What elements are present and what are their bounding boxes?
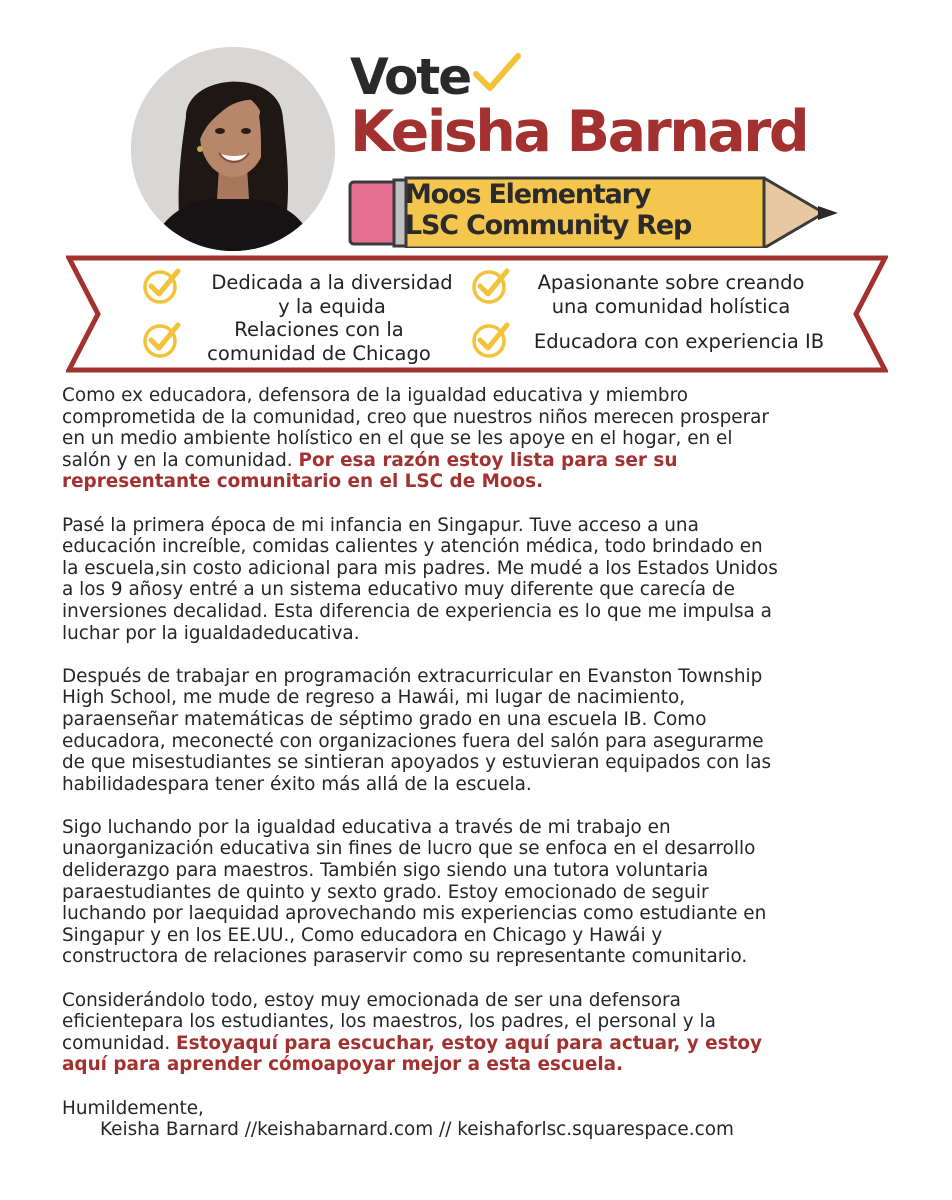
text-line (62, 450, 898, 472)
feature-line: una comunidad holística (551, 295, 791, 318)
text-line: unaorganización educativa sin fines de lucro que se enfoca en el desarrollo (62, 838, 756, 860)
highlight-text: Por esa razón estoy lista para ser su (298, 449, 678, 471)
text-line: la escuela,sin costo adicional para mis padres. Me mudé a los Estados Unidos (62, 557, 778, 579)
signature: Keisha Barnard //keishabarnard.com // keishaforlsc.squarespace.com (100, 1119, 734, 1141)
text-line: educadora, meconecté con organizaciones fuera del salón para asegurarme (62, 730, 764, 752)
feature-line: Relaciones con la (234, 318, 404, 341)
text-line: Como ex educadora, defensora de la igualdad educativa y miembro (62, 385, 688, 406)
portrait-illustration (131, 47, 335, 251)
text-line: en un medio ambiente holístico en el que se les apoye en el hogar, en el (62, 428, 733, 450)
feature-chicago (190, 318, 448, 366)
paragraph-singapore (62, 515, 898, 645)
circled-check-icon (141, 266, 181, 306)
text-line: paraestudiantes de quinto y sexto grado. Estoy emocionado de seguir (62, 881, 709, 903)
pencil-label (405, 179, 765, 241)
text-line: comprometida de la comunidad, creo que nuestros niños merecen prosperar (62, 406, 769, 428)
letter-body (62, 385, 898, 1162)
text-line: luchando por laequidad aprovechando mis experiencias como estudiante en (62, 903, 767, 925)
text-line: Singapur y en los EE.UU., Como educadora en Chicago y Hawái y (62, 924, 663, 946)
feature-line: Educadora con experiencia IB (533, 330, 825, 353)
text-line: educación increíble, comidas calientes y atención médica, todo brindado en (62, 536, 763, 558)
feature-ib (518, 330, 840, 354)
text-line: Considerándolo todo, estoy muy emocionada de ser una defensora (62, 989, 681, 1011)
text-line: Pasé la primera época de mi infancia en Singapur. Tuve acceso a una (62, 514, 699, 536)
text-line: a los 9 añosy entré a un sistema educativo muy diferente que carecía de (62, 579, 735, 601)
role-line-2: LSC Community Rep (405, 210, 692, 241)
feature-line: Dedicada a la diversidad (211, 271, 453, 294)
highlight-text: representante comunitario en el LSC de Moos. (62, 471, 544, 493)
feature-holistic (518, 271, 824, 319)
text-line: paraenseñar matemáticas de séptimo grado en una escuela IB. Como (62, 708, 707, 730)
text-line (62, 1033, 898, 1055)
candidate-name: Keisha Barnard (350, 99, 808, 165)
text-plain: salón y en la comunidad. (62, 449, 299, 471)
text-line: inversiones decalidad. Esta diferencia de experiencia es lo que me impulsa a (62, 600, 772, 622)
candidate-portrait (131, 47, 335, 251)
feature-line: y la equida (278, 295, 386, 318)
sign-off (62, 1098, 898, 1141)
text-line: Después de trabajar en programación extracurricular en Evanston Township (62, 665, 763, 687)
paragraph-closing (62, 990, 898, 1076)
text-line: deliderazgo para maestros. También sigo siendo una tutora voluntaria (62, 860, 709, 882)
text-line: Sigo luchando por la igualdad educativa a través de mi trabajo en (62, 816, 671, 838)
paragraph-intro (62, 385, 898, 493)
text-line: eficientepara los estudiantes, los maestros, los padres, el personal y la (62, 1011, 716, 1033)
paragraph-career (62, 666, 898, 796)
circled-check-icon (470, 266, 510, 306)
role-line-1: Moos Elementary (405, 179, 651, 210)
highlight-text: aquí para aprender cómoapoyar mejor a esta escuela. (62, 1054, 624, 1076)
text-line: habilidadespara tener éxito más allá de la escuela. (62, 773, 532, 795)
text-line: luchar por la igualdadeducativa. (62, 622, 360, 644)
text-plain: comunidad. (62, 1032, 177, 1054)
feature-diversity (196, 271, 468, 319)
text-line: constructora de relaciones paraservir como su representante comunitario. (62, 946, 748, 968)
circled-check-icon (141, 320, 181, 360)
highlight-text: Estoyaquí para escuchar, estoy aquí para actuar, y estoy (176, 1032, 762, 1054)
text-line: High School, me mude de regreso a Hawái, mi lugar de nacimiento, (62, 687, 686, 709)
vote-text: Vote (350, 48, 471, 106)
check-mark-icon (472, 52, 522, 94)
paragraph-advocacy (62, 817, 898, 968)
feature-line: Apasionante sobre creando (537, 271, 805, 294)
text-line: de que misestudiantes se sintieran apoyados y estuvieran equipados con las (62, 752, 772, 774)
circled-check-icon (470, 320, 510, 360)
salutation: Humildemente, (62, 1097, 204, 1119)
feature-line: comunidad de Chicago (207, 342, 431, 365)
